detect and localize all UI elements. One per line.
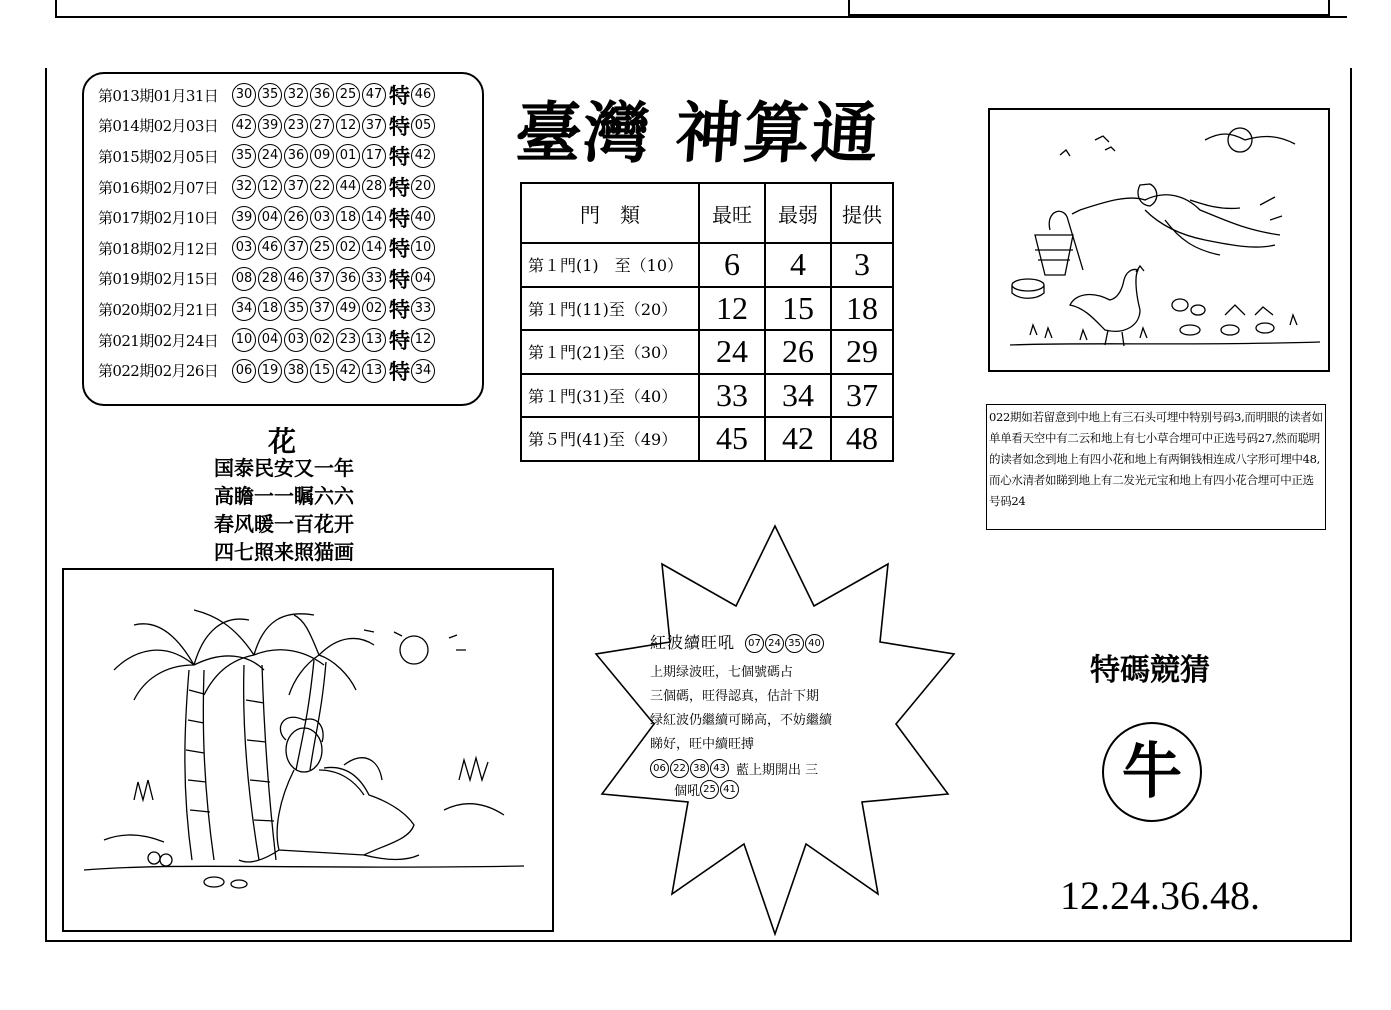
number-ball: 35 [284,297,308,321]
draw-label: 第017期02月10日 [98,209,219,228]
special-ball: 34 [411,359,435,383]
draw-label: 第019期02月15日 [98,270,219,289]
special-ball: 12 [411,328,435,352]
number-ball: 09 [310,144,334,168]
zone-table [520,182,894,462]
zone-row [521,330,893,374]
zone-hottest: 12 [699,287,765,331]
draw-label: 第021期02月24日 [98,331,219,350]
draw-label: 第020期02月21日 [98,300,219,319]
draw-label: 第013期01月31日 [98,86,219,105]
poem-line: 高瞻一一瞩六六 [214,484,354,508]
draw-row [84,233,482,264]
title-part-taiwan: 臺灣 [512,94,655,172]
poem-line: 国泰民安又一年 [214,456,354,480]
number-ball: 04 [258,328,282,352]
number-ball: 14 [362,236,386,260]
special-marker: 特 [389,297,410,323]
number-ball: 42 [336,359,360,383]
zone-row [521,374,893,418]
number-ball: 22 [310,175,334,199]
number-ball: 40 [805,634,824,653]
draw-row [84,172,482,203]
draw-history-panel [82,72,484,406]
palm-tree-illustration [62,568,554,932]
special-marker: 特 [389,236,410,262]
special-marker: 特 [389,144,410,170]
draw-row [84,202,482,233]
zone-row [521,417,893,461]
star-line: 上期绿波旺，七個號碼占 [650,665,794,680]
zone-hottest: 24 [699,330,765,374]
number-ball: 47 [362,83,386,107]
number-ball: 12 [258,175,282,199]
special-ball: 05 [411,114,435,138]
special-ball: 33 [411,297,435,321]
number-ball: 37 [362,114,386,138]
number-ball: 44 [336,175,360,199]
number-ball: 13 [362,328,386,352]
top-right-box [848,0,1330,16]
number-ball: 36 [310,83,334,107]
number-ball: 18 [336,206,360,230]
number-ball: 18 [258,297,282,321]
header-weakest: 最弱 [765,183,831,243]
number-ball: 03 [232,236,256,260]
number-ball: 07 [745,634,764,653]
zone-weakest: 4 [765,243,831,287]
star-line: 睇好，旺中續旺搏 [650,737,755,752]
header-provided: 提供 [831,183,893,243]
draw-row [84,264,482,295]
page-title [513,80,888,175]
number-ball: 46 [258,236,282,260]
special-ball: 40 [411,206,435,230]
number-ball: 46 [284,267,308,291]
number-ball: 36 [336,267,360,291]
star-body-text [650,661,910,757]
number-ball: 38 [284,359,308,383]
poem-line: 春风暖一百花开 [214,512,354,536]
number-ball: 32 [232,175,256,199]
special-marker: 特 [389,83,410,109]
number-ball: 17 [362,144,386,168]
zone-provided: 48 [831,417,893,461]
zone-weakest: 15 [765,287,831,331]
flower-heading: 花 [268,425,297,458]
special-ball: 10 [411,236,435,260]
number-ball: 49 [336,297,360,321]
zone-provided: 3 [831,243,893,287]
extra-balls [700,780,740,799]
red-wave-heading [650,630,910,653]
draw-label: 第015期02月05日 [98,147,219,166]
number-ball: 19 [258,359,282,383]
number-ball: 27 [310,114,334,138]
number-ball: 43 [710,759,729,778]
number-ball: 37 [284,236,308,260]
number-ball: 23 [336,328,360,352]
number-ball: 34 [232,297,256,321]
number-ball: 41 [720,780,739,799]
number-ball: 01 [336,144,360,168]
draw-label: 第014期02月03日 [98,117,219,136]
special-ball: 20 [411,175,435,199]
zone-row [521,287,893,331]
draw-label: 第016期02月07日 [98,178,219,197]
number-ball: 30 [232,83,256,107]
extra-note: 個吼 [674,784,701,799]
zone-provided: 29 [831,330,893,374]
zone-row [521,243,893,287]
poem-line: 四七照来照猫画 [214,540,354,564]
zone-range: 第１門(21)至（30） [521,330,699,374]
special-ball: 42 [411,144,435,168]
number-ball: 39 [258,114,282,138]
number-ball: 03 [284,328,308,352]
zone-range: 第５門(41)至（49） [521,417,699,461]
special-marker: 特 [389,205,410,231]
number-ball: 25 [700,780,719,799]
number-ball: 39 [232,206,256,230]
number-ball: 02 [362,297,386,321]
draw-row [84,141,482,172]
number-ball: 08 [232,267,256,291]
zone-hottest: 33 [699,374,765,418]
number-ball: 02 [336,236,360,260]
number-ball: 28 [258,267,282,291]
zone-provided: 18 [831,287,893,331]
number-ball: 12 [336,114,360,138]
number-ball: 03 [310,206,334,230]
draw-label: 第022期02月26日 [98,362,219,381]
number-ball: 42 [232,114,256,138]
zone-weakest: 26 [765,330,831,374]
flower-poem [214,454,354,566]
special-ball: 46 [411,83,435,107]
blue-note: 藍上期開出 三 [736,763,819,778]
zone-hottest: 45 [699,417,765,461]
number-ball: 33 [362,267,386,291]
starburst-content [650,630,910,799]
zone-hottest: 6 [699,243,765,287]
special-ball: 04 [411,267,435,291]
header-category: 門 類 [521,183,699,243]
number-ball: 25 [336,83,360,107]
extra-balls-line [650,780,910,799]
special-marker: 特 [389,328,410,354]
header-hottest: 最旺 [699,183,765,243]
title-part-shensuantong: 神算通 [672,94,883,172]
immortal-rooster-illustration [988,108,1330,372]
number-ball: 24 [258,144,282,168]
number-ball: 35 [258,83,282,107]
number-ball: 24 [765,634,784,653]
special-marker: 特 [389,266,410,292]
number-ball: 36 [284,144,308,168]
number-ball: 04 [258,206,282,230]
special-marker: 特 [389,113,410,139]
zone-weakest: 34 [765,374,831,418]
number-ball: 13 [362,359,386,383]
number-ball: 02 [310,328,334,352]
zone-weakest: 42 [765,417,831,461]
zone-range: 第１門(11)至（20） [521,287,699,331]
guess-numbers: 12.24.36.48. [1060,873,1260,918]
special-guess-title: 特碼競猜 [1090,653,1210,688]
number-ball: 22 [670,759,689,778]
number-ball: 10 [232,328,256,352]
number-ball: 25 [310,236,334,260]
red-wave-title: 紅波續旺吼 [650,633,736,652]
star-line: 三個碼，旺得認真，估計下期 [650,689,820,704]
number-ball: 15 [310,359,334,383]
zone-table-header [521,183,893,243]
blue-balls [650,759,730,778]
draw-row [84,325,482,356]
draw-row [84,80,482,111]
zone-range: 第１門(1) 至（10） [521,243,699,287]
number-ball: 14 [362,206,386,230]
number-ball: 35 [785,634,804,653]
draw-row [84,355,482,386]
draw-row [84,111,482,142]
zodiac-circle: 牛 [1102,722,1202,822]
number-ball: 23 [284,114,308,138]
number-ball: 38 [690,759,709,778]
draw-label: 第018期02月12日 [98,239,219,258]
number-ball: 06 [232,359,256,383]
red-wave-balls [745,631,825,653]
number-ball: 37 [284,175,308,199]
star-line: 绿紅波仍繼續可睇高，不妨繼續 [650,713,833,728]
special-marker: 特 [389,175,410,201]
special-marker: 特 [389,358,410,384]
blue-balls-line [650,759,910,778]
number-ball: 37 [310,267,334,291]
number-ball: 37 [310,297,334,321]
number-ball: 32 [284,83,308,107]
zone-provided: 37 [831,374,893,418]
number-ball: 06 [650,759,669,778]
zone-range: 第１門(31)至（40） [521,374,699,418]
number-ball: 35 [232,144,256,168]
number-ball: 28 [362,175,386,199]
hint-note: 022期如若留意到中地上有三石头可埋中特别号码3,而明眼的读者如单单看天空中有二云和地上有七小草合埋可中正选号码27,然而聪明的读者如念到地上有四小花和地上有两铜钱相连成八字形可埋中48,而心水清者如睇到地上有二发光元宝和地上有四小花合埋可中正选号码24 [986,404,1326,530]
number-ball: 26 [284,206,308,230]
draw-row [84,294,482,325]
